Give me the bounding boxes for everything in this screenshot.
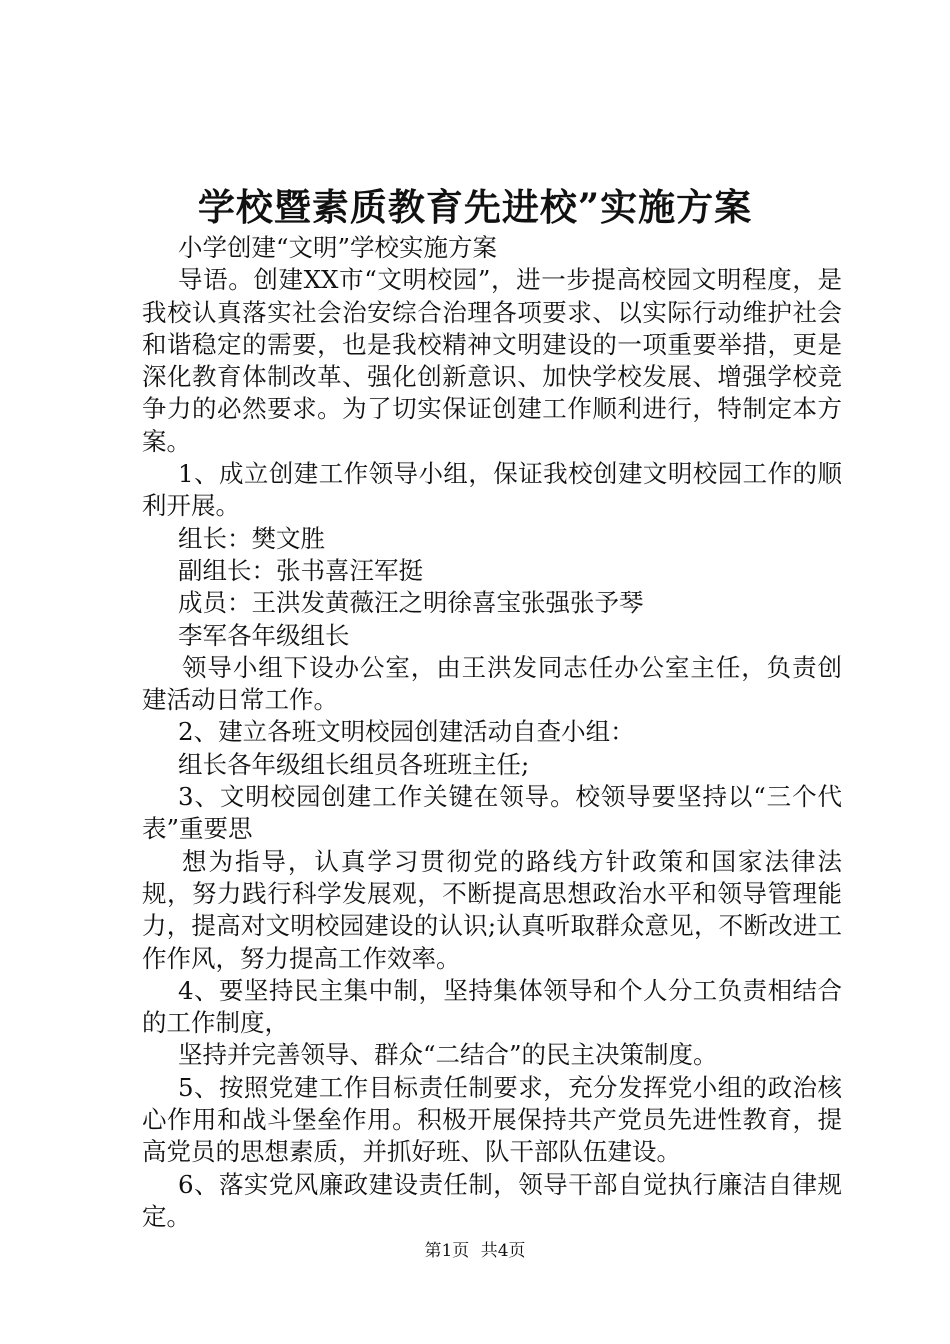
paragraph: 3、文明校园创建工作关键在领导。校领导要坚持以“三个代表”重要思 xyxy=(142,782,842,844)
paragraph: 1、成立创建工作领导小组，保证我校创建文明校园工作的顺利开展。 xyxy=(142,459,842,521)
paragraph: 想为指导，认真学习贯彻党的路线方针政策和国家法律法规，努力践行科学发展观，不断提高思想政治水平和领导管理能力，提高对文明校园建设的认识;认真听取群众意见，不断改进工作作风，努力提高工作效率。 xyxy=(142,846,842,973)
document-title: 学校暨素质教育先进校”实施方案 xyxy=(197,185,753,229)
paragraph: 组长各年级组长组员各班班主任; xyxy=(178,749,530,779)
page-number: 第1页 xyxy=(424,1241,470,1261)
paragraph: 坚持并完善领导、群众“二结合”的民主决策制度。 xyxy=(178,1040,718,1070)
paragraph: 小学创建“文明”学校实施方案 xyxy=(178,233,498,262)
paragraph: 成员：王洪发黄薇汪之明徐喜宝张强张予琴 xyxy=(178,588,644,618)
paragraph: 5、按照党建工作目标责任制要求，充分发挥党小组的政治核心作用和战斗堡垒作用。积极开展保持共产党员先进性教育，提高党员的思想素质，并抓好班、队干部队伍建设。 xyxy=(142,1072,842,1167)
paragraph: 4、要坚持民主集中制，坚持集体领导和个人分工负责相结合的工作制度， xyxy=(142,975,842,1038)
paragraph: 2、建立各班文明校园创建活动自查小组： xyxy=(178,717,635,747)
page-footer xyxy=(0,1240,950,1262)
paragraph: 6、落实党风廉政建设责任制，领导干部自觉执行廉洁自律规定。 xyxy=(142,1169,842,1231)
paragraph: 领导小组下设办公室，由王洪发同志任办公室主任，负责创建活动日常工作。 xyxy=(142,652,842,715)
paragraph: 导语。创建XX市“文明校园”，进一步提高校园文明程度，是我校认真落实社会治安综合治理各项要求、以实际行动维护社会和谐稳定的需要，也是我校精神文明建设的一项重要举措，更是深化教育体制改革、强化创新意识、加快学校发展、增强学校竞争力的必然要求。为了切实保证创建工作顺利进行，特制定本方案。 xyxy=(142,265,842,456)
paragraph: 李军各年级组长 xyxy=(178,620,350,650)
page-total: 共4页 xyxy=(480,1241,526,1261)
document-body xyxy=(142,232,842,1233)
paragraph: 组长：樊文胜 xyxy=(178,523,325,553)
paragraph: 副组长：张书喜汪军挺 xyxy=(178,555,423,585)
